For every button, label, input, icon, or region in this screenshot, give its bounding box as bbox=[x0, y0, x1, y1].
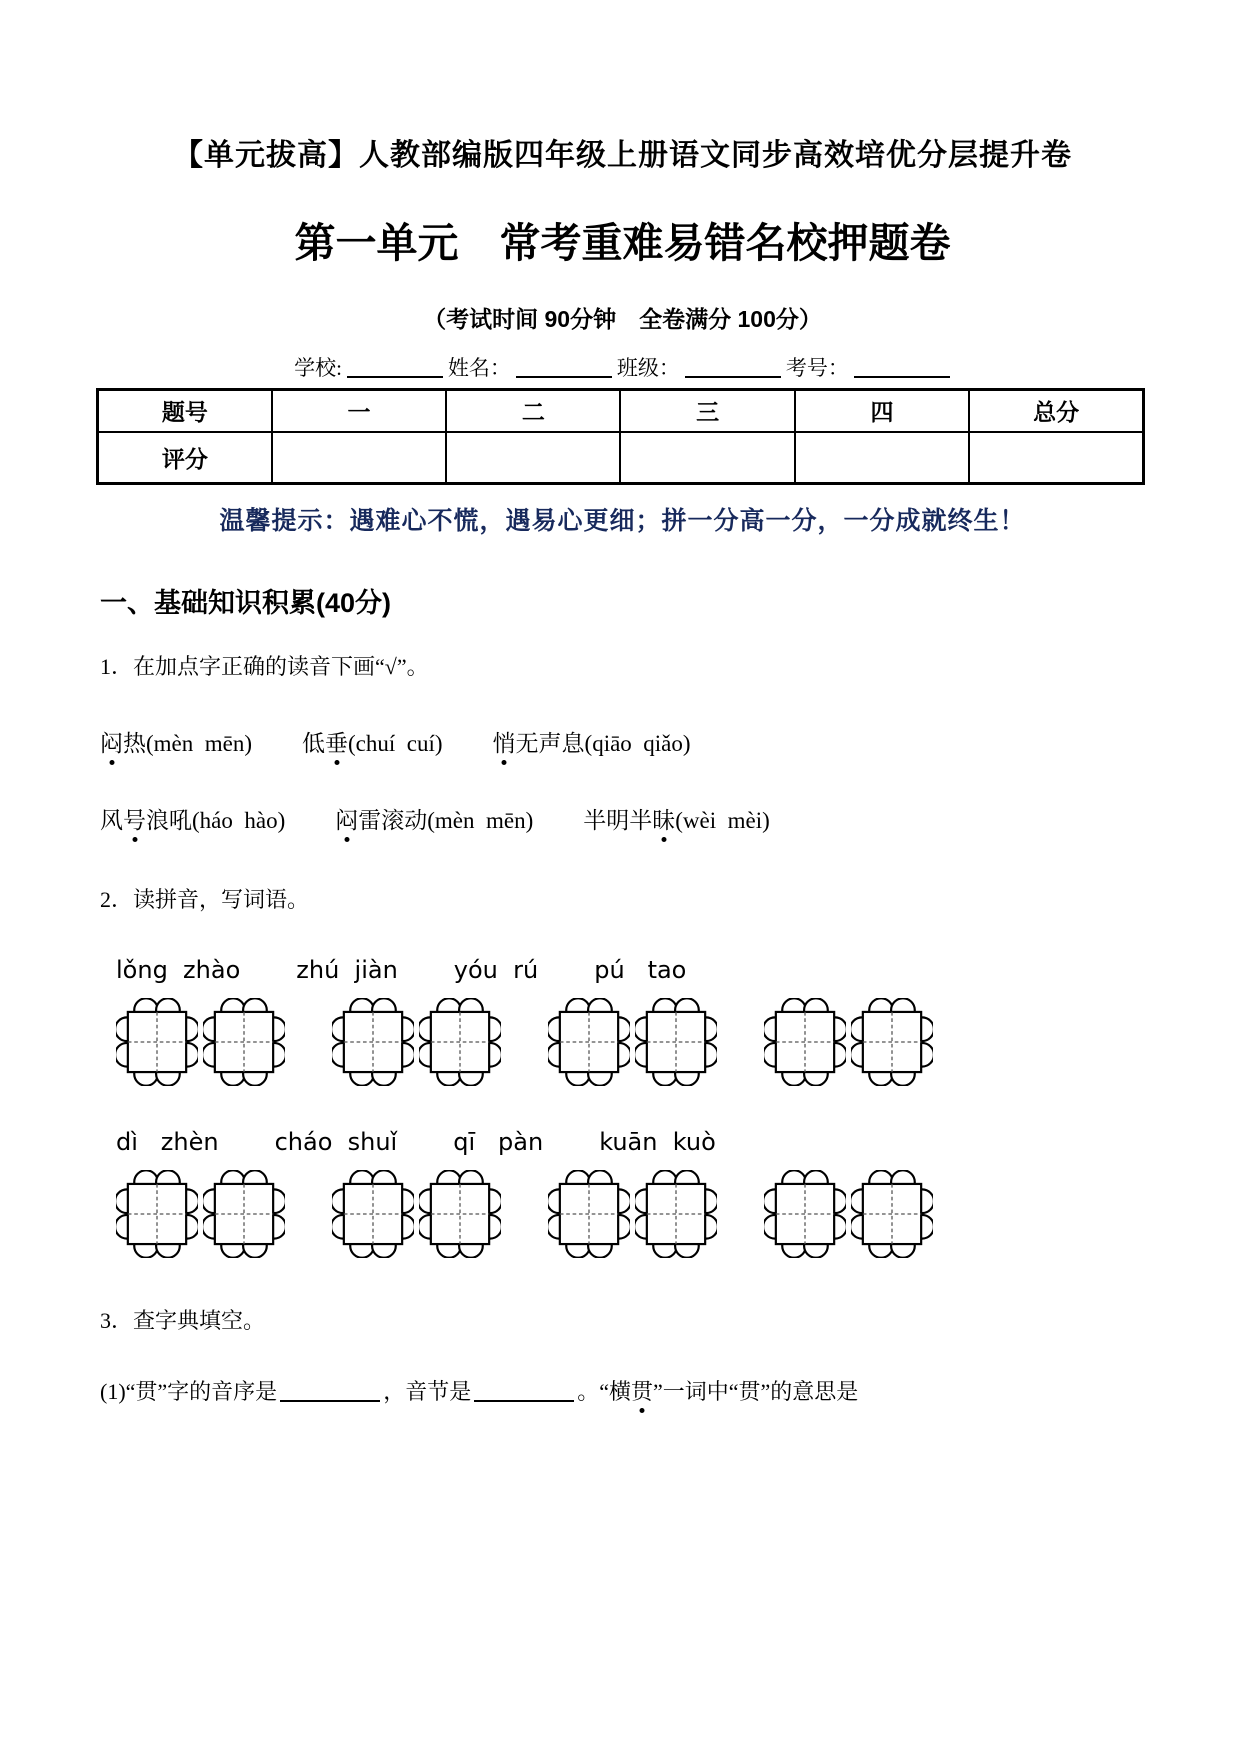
word-group: 悄无声息(qiāo qiǎo) bbox=[493, 731, 691, 756]
character-grid bbox=[851, 998, 933, 1086]
pinyin-row-2 bbox=[100, 1128, 1145, 1156]
character-grid bbox=[332, 1170, 414, 1258]
score-table-header-row bbox=[98, 390, 1144, 432]
exam-no-blank bbox=[854, 356, 950, 378]
answer-blank bbox=[280, 1380, 380, 1402]
pinyin-options: (qiāo qiǎo) bbox=[584, 731, 691, 756]
header-title: 【单元拔高】人教部编版四年级上册语文同步高效培优分层提升卷 bbox=[173, 139, 1072, 172]
question-3-sub-1: (1)“贯”字的音序是 ，音节是 。“横贯”一词中“贯”的意思是 bbox=[100, 1375, 1145, 1406]
character-grid bbox=[116, 1170, 198, 1258]
score-table-header-cell: 二 bbox=[446, 390, 620, 432]
character-grid-row-1 bbox=[116, 998, 1145, 1086]
pinyin-word: dì zhèn bbox=[116, 1128, 219, 1156]
dotted-char: 昧 bbox=[652, 802, 675, 835]
pinyin-word: kuān kuò bbox=[599, 1128, 716, 1156]
word-group: 半明半昧(wèi mèi) bbox=[583, 808, 770, 833]
dotted-char: 悄 bbox=[493, 725, 516, 758]
character-grid bbox=[764, 998, 846, 1086]
pinyin-word: qī pàn bbox=[453, 1128, 544, 1156]
character-grid bbox=[851, 1170, 933, 1258]
word-group: 低垂(chuí cuí) bbox=[302, 731, 443, 756]
pinyin-options: (mèn mēn) bbox=[146, 731, 253, 756]
character-grid bbox=[116, 998, 198, 1086]
section-1-title: 一、基础知识积累(40分) bbox=[100, 588, 392, 618]
page-title: 第一单元 常考重难易错名校押题卷 bbox=[294, 220, 951, 266]
score-table-score-row bbox=[98, 432, 1144, 484]
school-label: 学校: bbox=[294, 356, 342, 380]
pinyin-word: lǒng zhào bbox=[116, 956, 241, 984]
word-group: 闷雷滚动(mèn mēn) bbox=[335, 808, 533, 833]
pinyin-options: (mèn mēn) bbox=[427, 808, 534, 833]
grid-pair bbox=[116, 998, 290, 1086]
exam-no-label: 考号： bbox=[785, 356, 849, 380]
character-grid bbox=[764, 1170, 846, 1258]
score-cell bbox=[272, 432, 446, 484]
pinyin-word: yóu rú bbox=[453, 956, 539, 984]
question-1-line-2 bbox=[100, 802, 1145, 835]
score-table-header-cell: 一 bbox=[272, 390, 446, 432]
character-grid bbox=[332, 998, 414, 1086]
character-grid bbox=[419, 998, 501, 1086]
question-3-text: 3．查字典填空。 bbox=[100, 1308, 266, 1333]
score-table bbox=[96, 388, 1145, 485]
score-table-header-cell: 总分 bbox=[969, 390, 1143, 432]
exam-info: （考试时间 90分钟 全卷满分 100分） bbox=[423, 306, 822, 332]
grid-pair bbox=[764, 998, 938, 1086]
score-table-header-cell: 题号 bbox=[98, 390, 272, 432]
character-grid bbox=[203, 998, 285, 1086]
name-label: 姓名： bbox=[447, 356, 511, 380]
question-2-text: 2．读拼音，写词语。 bbox=[100, 887, 310, 912]
answer-blank bbox=[474, 1380, 574, 1402]
dotted-char: 号 bbox=[123, 802, 146, 835]
grid-pair bbox=[116, 1170, 290, 1258]
dotted-char: 贯 bbox=[631, 1375, 653, 1406]
dotted-char: 闷 bbox=[100, 725, 123, 758]
score-table-header-cell: 三 bbox=[620, 390, 794, 432]
dotted-char: 闷 bbox=[335, 802, 358, 835]
class-blank bbox=[685, 356, 781, 378]
score-cell bbox=[969, 432, 1143, 484]
pinyin-options: (háo hào) bbox=[192, 808, 286, 833]
character-grid-row-2 bbox=[116, 1170, 1145, 1258]
class-label: 班级： bbox=[616, 356, 680, 380]
character-grid bbox=[548, 998, 630, 1086]
grid-pair bbox=[332, 1170, 506, 1258]
character-grid bbox=[635, 1170, 717, 1258]
pinyin-word: zhú jiàn bbox=[296, 956, 398, 984]
word-group: 风号浪吼(háo hào) bbox=[100, 808, 285, 833]
pinyin-options: (wèi mèi) bbox=[675, 808, 770, 833]
character-grid bbox=[635, 998, 717, 1086]
score-cell bbox=[446, 432, 620, 484]
warm-tip: 温馨提示：遇难心不慌，遇易心更细；拼一分高一分，一分成就终生！ bbox=[219, 507, 1026, 535]
score-cell bbox=[620, 432, 794, 484]
dotted-char: 垂 bbox=[325, 725, 348, 758]
pinyin-word: pú tao bbox=[594, 956, 687, 984]
pinyin-row-1 bbox=[100, 956, 1145, 984]
school-blank bbox=[347, 356, 443, 378]
grid-pair bbox=[332, 998, 506, 1086]
character-grid bbox=[548, 1170, 630, 1258]
student-info-row bbox=[100, 352, 1145, 382]
name-blank bbox=[516, 356, 612, 378]
score-cell bbox=[795, 432, 969, 484]
word-group: 闷热(mèn mēn) bbox=[100, 731, 252, 756]
pinyin-options: (chuí cuí) bbox=[348, 731, 443, 756]
score-table-header-cell: 四 bbox=[795, 390, 969, 432]
pinyin-word: cháo shuǐ bbox=[274, 1128, 398, 1156]
character-grid bbox=[419, 1170, 501, 1258]
question-1-text: 1．在加点字正确的读音下画“√”。 bbox=[100, 654, 429, 679]
grid-pair bbox=[548, 998, 722, 1086]
score-row-label: 评分 bbox=[98, 432, 272, 484]
character-grid bbox=[203, 1170, 285, 1258]
grid-pair bbox=[764, 1170, 938, 1258]
grid-pair bbox=[548, 1170, 722, 1258]
question-1-line-1 bbox=[100, 725, 1145, 758]
